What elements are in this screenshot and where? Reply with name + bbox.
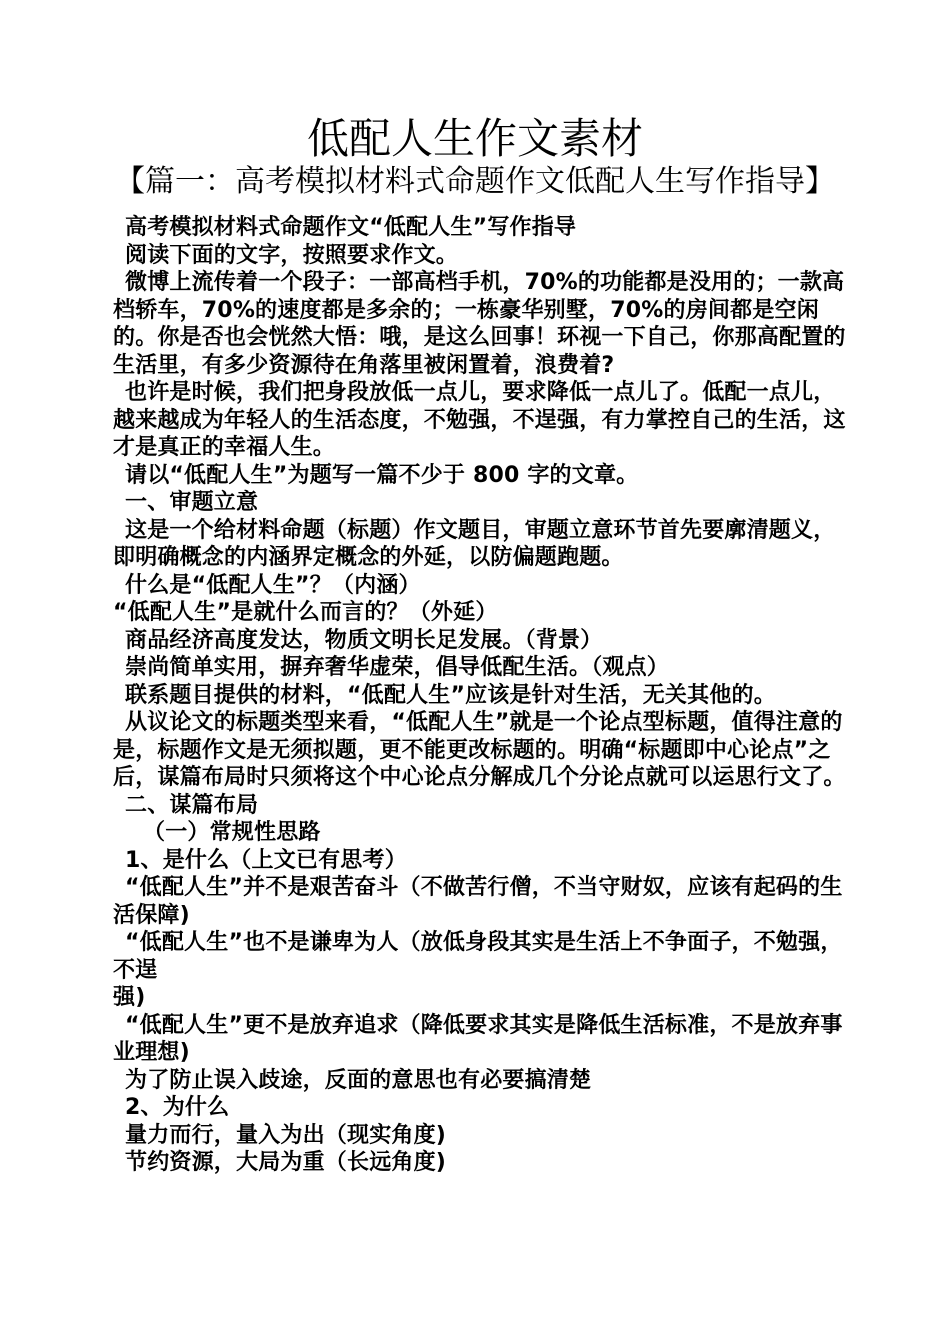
body-paragraph: 崇尚简单实用，摒弃奢华虚荣，倡导低配生活。（观点）	[125, 655, 670, 680]
body-paragraph: 什么是“低配人生”？（内涵）	[125, 572, 421, 598]
body-paragraph: 为了防止误入歧途，反面的意思也有必要搞清楚	[125, 1067, 592, 1093]
document-body	[113, 214, 848, 1177]
body-paragraph: 一、审题立意	[125, 490, 259, 515]
body-paragraph: 高考模拟材料式命题作文“低配人生”写作指导	[125, 215, 577, 240]
body-paragraph: 量力而行，量入为出（现实角度)	[125, 1122, 447, 1148]
body-paragraph: “低配人生”是就什么而言的？（外延）	[113, 600, 498, 625]
body-paragraph: 也许是时候，我们把身段放低一点儿，要求降低一点儿了。低配一点儿，越来越成为年轻人的生活态度，不勉强，不逞强，有力掌控自己的生活，这才是真正的幸福人生。	[113, 380, 846, 460]
body-paragraph: 这是一个给材料命题（标题）作文题目，审题立意环节首先要廓清题义，即明确概念的内涵界定概念的外延，以防偏题跑题。	[113, 517, 836, 570]
body-paragraph: “低配人生”也不是谦卑为人（放低身段其实是生活上不争面子，不勉强，不逞	[113, 930, 843, 983]
document-subtitle: 【篇一：高考模拟材料式命题作文低配人生写作指导】	[115, 164, 835, 199]
body-paragraph: 强)	[113, 985, 146, 1010]
body-paragraph: 1、是什么（上文已有思考）	[125, 847, 407, 873]
body-paragraph: 阅读下面的文字，按照要求作文。	[125, 242, 459, 268]
body-paragraph: “低配人生”并不是艰苦奋斗（不做苦行僧，不当守财奴，应该有起码的生活保障)	[113, 875, 843, 928]
body-paragraph: 2、为什么	[125, 1095, 230, 1120]
document-title: 低配人生作文素材	[306, 114, 643, 163]
body-paragraph: 从议论文的标题类型来看，“低配人生”就是一个论点型标题，值得注意的是，标题作文是无须拟题，更不能更改标题的。明确“标题即中心论点”之后，谋篇布局时只须将这个中心论点分解成几个分论点就可以运思行文了。	[113, 710, 846, 790]
body-paragraph: （一）常规性思路	[143, 820, 321, 845]
body-paragraph: “低配人生”更不是放弃追求（降低要求其实是降低生活标准，不是放弃事业理想)	[113, 1012, 843, 1065]
body-paragraph: 商品经济高度发达，物质文明长足发展。（背景）	[125, 627, 603, 653]
body-paragraph: 二、谋篇布局	[125, 792, 259, 818]
body-paragraph: 节约资源，大局为重（长远角度)	[125, 1150, 447, 1175]
body-paragraph: 联系题目提供的材料，“低配人生”应该是针对生活，无关其他的。	[125, 682, 776, 708]
body-paragraph: 微博上流传着一个段子：一部高档手机，70%的功能都是没用的；一款高档轿车，70%的速度都是多余的；一栋豪华别墅，70%的房间都是空闲的。你是否也会恍然大悟：哦，是这么回事！环视一下自己，你那高配置的生活里，有多少资源待在角落里被闲置着，浪费着?	[113, 270, 846, 378]
body-paragraph: 请以“低配人生”为题写一篇不少于 800 字的文章。	[125, 462, 639, 488]
